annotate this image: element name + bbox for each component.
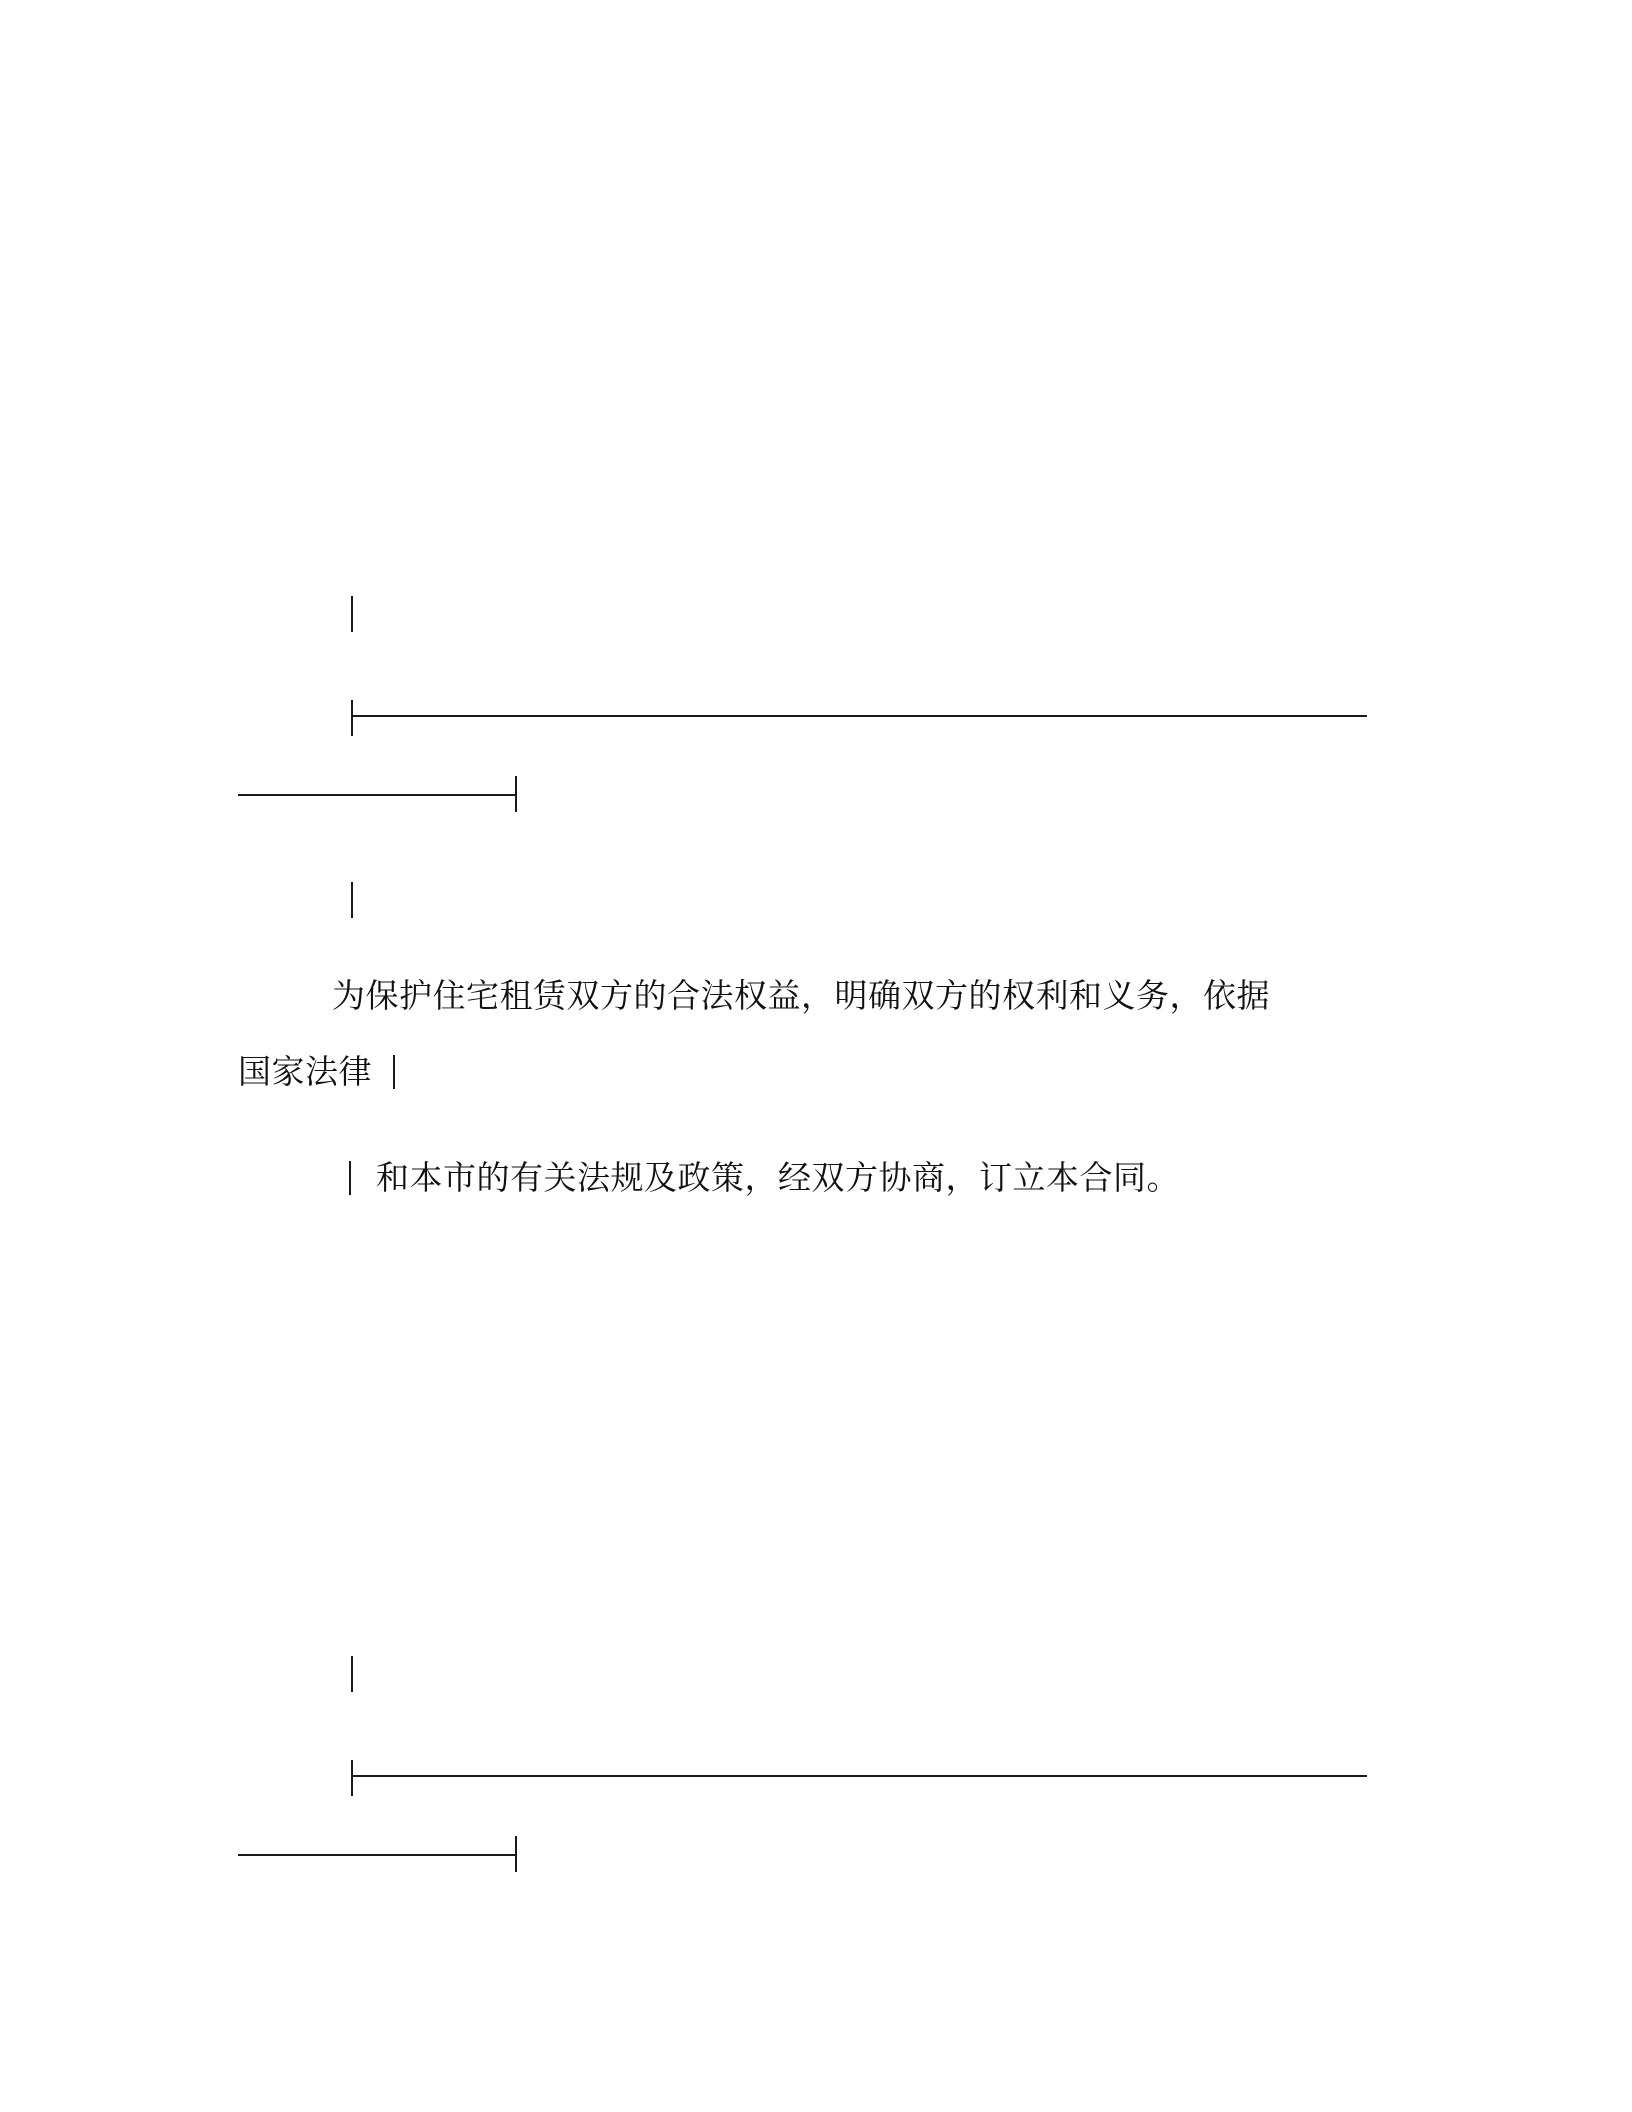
field-marker-1 [351, 596, 353, 632]
paragraph-text-3: 和本市的有关法规及政策，经双方协商，订立本合同。 [376, 1158, 1180, 1197]
field-marker-7 [351, 1656, 353, 1692]
paragraph-text-2: 国家法律 [238, 1052, 372, 1091]
field-marker-9 [515, 1836, 517, 1872]
field-marker-5 [393, 1055, 395, 1089]
paragraph-line-2 [238, 1052, 395, 1092]
blank-underline-1 [351, 715, 1367, 717]
paragraph-line-1 [332, 976, 1270, 1016]
field-marker-4 [351, 882, 353, 918]
paragraph-text-1: 为保护住宅租赁双方的合法权益，明确双方的权利和义务，依据 [332, 976, 1270, 1015]
field-marker-2 [351, 700, 353, 736]
blank-underline-3 [351, 1775, 1367, 1777]
paragraph-line-3 [349, 1158, 1180, 1198]
field-marker-3 [515, 776, 517, 812]
blank-underline-4 [238, 1854, 516, 1856]
field-marker-8 [351, 1760, 353, 1796]
blank-underline-2 [238, 794, 516, 796]
field-marker-6 [349, 1161, 351, 1195]
